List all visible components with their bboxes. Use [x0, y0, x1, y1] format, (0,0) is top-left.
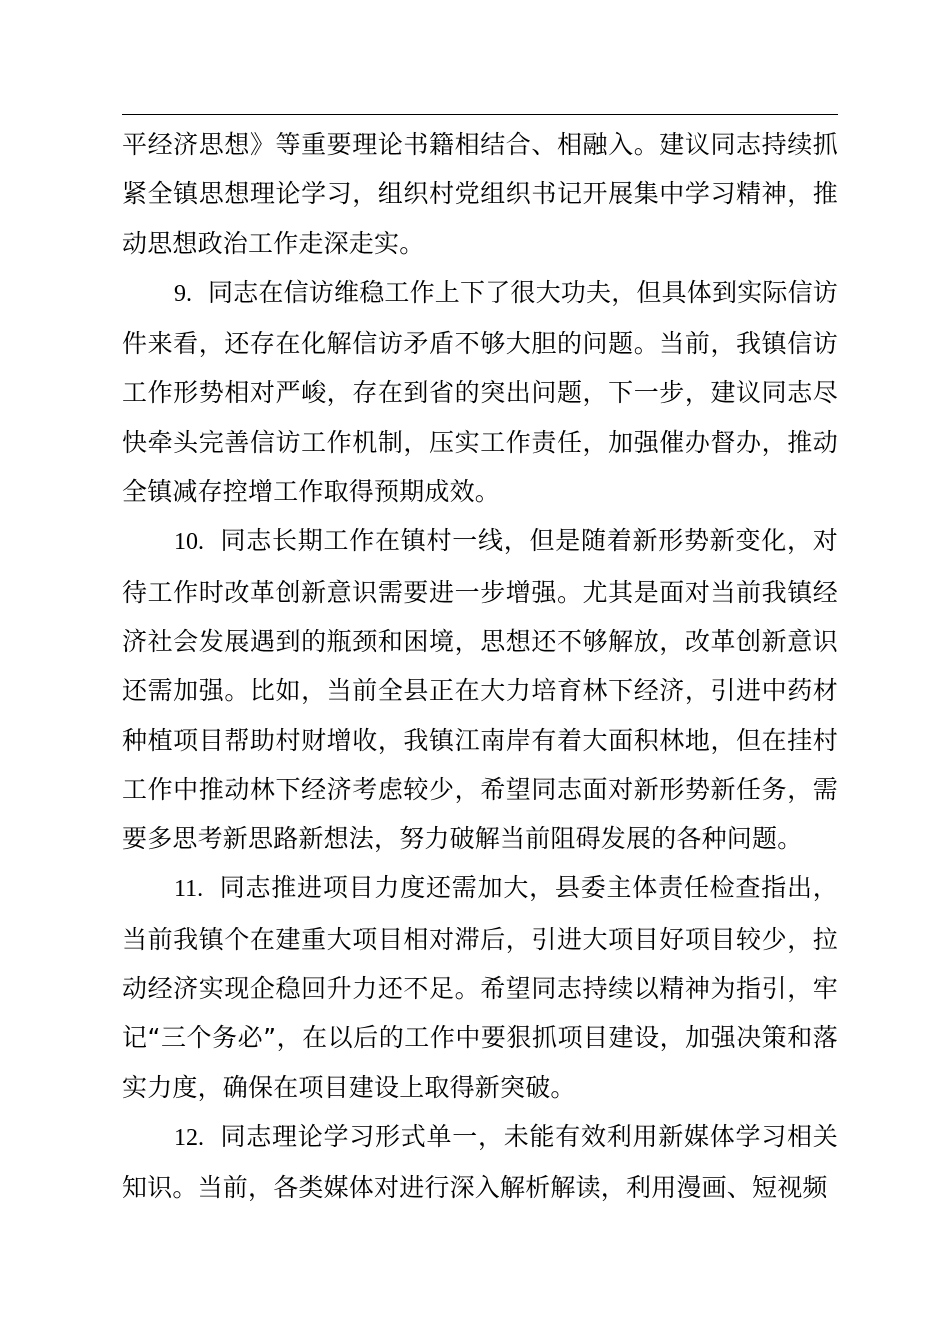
paragraph-continued	[122, 120, 838, 268]
item-number: 10.	[174, 529, 204, 556]
paragraph-item-11	[122, 863, 838, 1111]
paragraph-text: 同志理论学习形式单一，未能有效利用新媒体学习相关知识。当前，各类媒体对进行深入解析解读，利用漫画、短视频	[122, 1121, 838, 1203]
item-number: 12.	[174, 1124, 204, 1151]
paragraph-item-9	[122, 268, 838, 516]
document-body	[122, 120, 838, 1213]
item-number: 11.	[174, 876, 204, 903]
paragraph-text: 同志长期工作在镇村一线，但是随着新形势新变化，对待工作时改革创新意识需要进一步增强。尤其是面对当前我镇经济社会发展遇到的瓶颈和困境，思想还不够解放，改革创新意识还需加强。比如，当前全县正在大力培育林下经济，引进中药材种植项目帮助村财增收，我镇江南岸有着大面积林地，但在挂村工作中推动林下经济考虑较少，希望同志面对新形势新任务，需要多思考新思路新想法，努力破解当前阻碍发展的各种问题。	[122, 526, 838, 854]
item-number: 9.	[174, 280, 192, 307]
paragraph-text: 同志在信访维稳工作上下了很大功夫，但具体到实际信访件来看，还存在化解信访矛盾不够大胆的问题。当前，我镇信访工作形势相对严峻，存在到省的突出问题，下一步，建议同志尽快牵头完善信访工作机制，压实工作责任，加强催办督办，推动全镇减存控增工作取得预期成效。	[122, 277, 839, 507]
paragraph-text: 平经济思想》等重要理论书籍相结合、相融入。建议同志持续抓紧全镇思想理论学习，组织村党组织书记开展集中学习精神，推动思想政治工作走深走实。	[122, 130, 838, 258]
header-divider	[122, 114, 838, 115]
paragraph-text: 同志推进项目力度还需加大，县委主体责任检查指出，当前我镇个在建重大项目相对滞后，引进大项目好项目较少，拉动经济实现企稳回升力还不足。希望同志持续以精神为指引，牢记“三个务必”，在以后的工作中要狠抓项目建设，加强决策和落实力度，确保在项目建设上取得新突破。	[122, 873, 838, 1102]
paragraph-item-12	[122, 1112, 838, 1213]
paragraph-item-10	[122, 516, 838, 863]
